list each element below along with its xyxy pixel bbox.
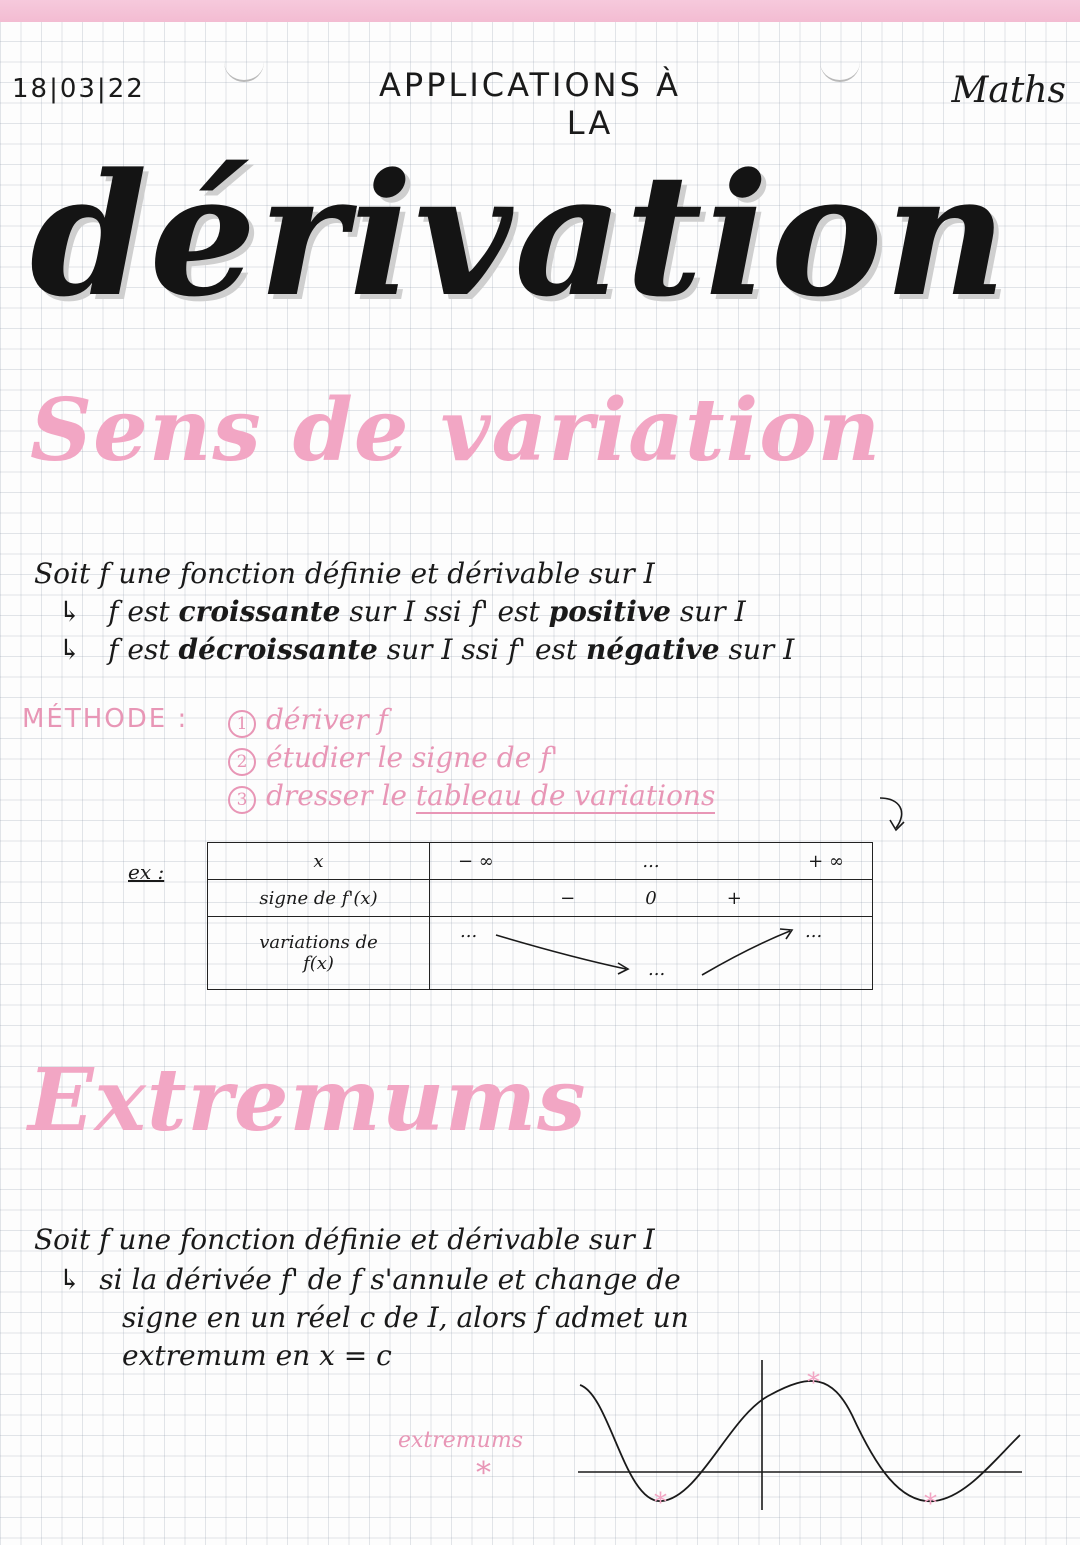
table-label-sign: signe de f'(x) <box>208 880 430 917</box>
variation-arrows <box>430 917 870 993</box>
extremum-marker: * <box>654 1488 667 1518</box>
top-pink-band <box>0 0 1080 22</box>
step-text-underlined: tableau de variations <box>415 779 716 812</box>
table-cell <box>430 843 873 880</box>
subject-label: Maths <box>951 70 1066 111</box>
table-cell <box>430 880 873 917</box>
bullet2-mid: sur I ssi f' est <box>386 633 578 666</box>
variation-table <box>207 842 873 990</box>
graph-label-extremums: extremums <box>398 1428 523 1453</box>
table-label-variation <box>208 917 430 990</box>
bullet1-post: sur I <box>679 595 746 628</box>
extremum-text-line1: si la dérivée f' de f s'annule et change de <box>99 1263 681 1296</box>
bullet2-post: sur I <box>728 633 795 666</box>
section1-intro: Soit f une fonction définie et dérivable sur I <box>34 557 655 590</box>
bullet-decroissante <box>58 632 794 668</box>
arrow-icon: ↳ <box>58 595 82 628</box>
bullet1-pre: f est <box>108 595 170 628</box>
table-label-x: x <box>208 843 430 880</box>
minus-infinity: − ∞ <box>458 850 494 872</box>
bullet-croissante <box>58 594 746 630</box>
bullet2-bold2: négative <box>586 633 720 666</box>
step-text: étudier le signe de f' <box>266 741 559 774</box>
sign-zero: 0 <box>645 887 657 909</box>
variation-dots-top-right: ... <box>805 921 823 942</box>
bullet1-bold2: positive <box>548 595 671 628</box>
step-text: dresser le <box>266 779 407 812</box>
bullet2-pre: f est <box>108 633 170 666</box>
table-cell <box>430 917 873 990</box>
supertitle-line2: LA <box>566 104 614 142</box>
table-row <box>208 917 873 990</box>
section2-line2: signe en un réel c de I, alors f admet un <box>122 1301 689 1334</box>
step-number: 3 <box>228 786 256 814</box>
arrow-icon: ↳ <box>58 633 82 666</box>
arrow-icon: ↳ <box>58 1263 82 1296</box>
variation-label-line2: f(x) <box>303 953 334 974</box>
date: 18|03|22 <box>12 74 145 104</box>
table-row <box>208 880 873 917</box>
section2-line1 <box>58 1262 681 1298</box>
curve <box>580 1381 1020 1501</box>
page-title: dérivation <box>30 136 1009 334</box>
step-text: dériver f <box>266 703 388 736</box>
step-number: 1 <box>228 710 256 738</box>
extremum-marker: * <box>924 1489 937 1519</box>
supertitle <box>370 66 690 142</box>
section-heading-extremums: Extremums <box>28 1050 587 1151</box>
section2-line3: extremum en x = c <box>122 1339 392 1372</box>
curved-arrow-icon <box>870 790 920 840</box>
sign-positive: + <box>726 887 742 909</box>
method-step-1 <box>228 702 388 738</box>
star-icon: * <box>476 1456 491 1491</box>
table-row <box>208 843 873 880</box>
sign-negative: − <box>560 887 576 909</box>
supertitle-line1: APPLICATIONS À <box>379 66 681 104</box>
bullet2-bold1: décroissante <box>178 633 378 666</box>
plus-infinity: + ∞ <box>808 850 844 872</box>
methode-label: MÉTHODE : <box>22 704 189 734</box>
bullet1-bold1: croissante <box>178 595 341 628</box>
variation-dots-top-left: ... <box>460 921 478 942</box>
method-step-2 <box>228 740 558 776</box>
extremum-marker: * <box>807 1368 820 1398</box>
step-number: 2 <box>228 748 256 776</box>
method-step-3 <box>228 778 715 814</box>
example-label: ex : <box>128 860 165 884</box>
extremum-graph <box>570 1355 1030 1525</box>
variation-label-line1: variations de <box>259 932 378 953</box>
section-heading-variation: Sens de variation <box>30 380 882 481</box>
variation-dots-bottom: ... <box>648 959 666 980</box>
section2-intro: Soit f une fonction définie et dérivable sur I <box>34 1223 655 1256</box>
bullet1-mid: sur I ssi f' est <box>349 595 540 628</box>
x-dots: ... <box>642 850 660 872</box>
